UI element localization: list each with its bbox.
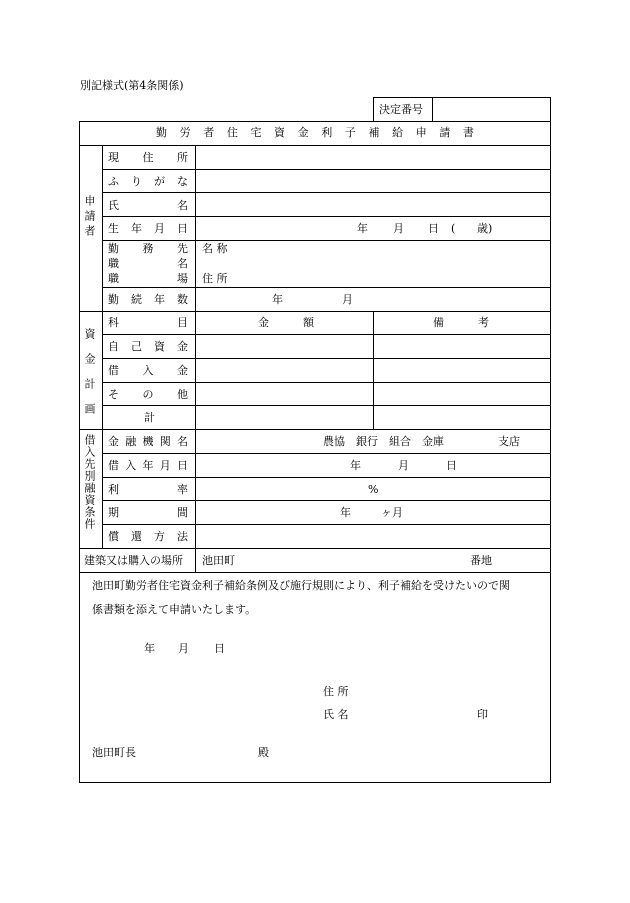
fund-loan-amount-field[interactable] xyxy=(197,360,371,380)
fund-side-label: 資金計画 xyxy=(83,328,96,428)
location-label: 建築又は購入の場所 xyxy=(84,554,183,567)
dob-age: 歳) xyxy=(477,222,493,235)
fund-other-note-field[interactable] xyxy=(375,384,548,404)
applicant-side-label: 申請者 xyxy=(83,195,96,240)
dob-month: 月 xyxy=(393,222,404,235)
fund-total-amount-field[interactable] xyxy=(197,407,371,427)
fund-total-label: 計 xyxy=(144,411,155,424)
form-title: 勤 労 者 住 宅 資 金 利 子 補 給 申 請 書 xyxy=(156,126,474,139)
loan-branch: 支店 xyxy=(498,435,520,448)
loan-term-label: 期 間 xyxy=(108,506,188,519)
statement-line1: 池田町勤労者住宅資金利子補給条例及び施行規則により、利子補給を受けたいので関 xyxy=(92,579,510,592)
honorific: 殿 xyxy=(258,746,269,759)
statement-date-month: 月 xyxy=(178,642,189,655)
tenure-field[interactable] xyxy=(197,289,548,309)
employer-address-label: 住 所 xyxy=(202,272,228,285)
name-label: 氏 名 xyxy=(108,199,188,212)
decision-number-label: 決定番号 xyxy=(379,103,423,116)
fund-col-amount: 金 額 xyxy=(258,316,314,329)
location-town: 池田町 xyxy=(202,554,235,567)
loan-date-year: 年 xyxy=(350,459,361,472)
statement-date-year: 年 xyxy=(144,642,155,655)
employer-name-label: 名 称 xyxy=(202,242,228,255)
loan-date-field[interactable] xyxy=(197,455,548,475)
dob-label: 生 年 月 日 xyxy=(108,222,188,235)
loan-rate-unit: % xyxy=(368,483,379,496)
fund-own-note-field[interactable] xyxy=(375,336,548,356)
statement-line2: 係書類を添えて申請いたします。 xyxy=(92,603,257,616)
loan-term-year: 年 xyxy=(340,506,351,519)
loan-date-day: 日 xyxy=(446,459,457,472)
name-field[interactable] xyxy=(197,194,548,214)
loan-method-label: 償 還 方 法 xyxy=(108,530,188,543)
furigana-field[interactable] xyxy=(197,171,548,191)
loan-institution-label: 金 融 機 関 名 xyxy=(108,435,188,448)
decision-number-field[interactable] xyxy=(434,99,548,119)
statement-date-day: 日 xyxy=(214,642,225,655)
location-lot: 番地 xyxy=(470,554,492,567)
dob-age-open: ( xyxy=(451,222,456,235)
tenure-year: 年 xyxy=(272,293,283,306)
statement-address-label: 住 所 xyxy=(323,685,349,698)
employer-label-line3: 職 場 xyxy=(108,272,188,285)
location-field[interactable] xyxy=(197,550,548,570)
loan-term-month: ヶ月 xyxy=(381,506,403,519)
dob-day: 日 xyxy=(428,222,439,235)
loan-rate-label: 利 率 xyxy=(108,483,188,496)
loan-term-field[interactable] xyxy=(197,502,548,522)
fund-total-note-field[interactable] xyxy=(375,407,548,427)
fund-loan-note-field[interactable] xyxy=(375,360,548,380)
addressee: 池田町長 xyxy=(92,746,136,759)
fund-loan-label: 借 入 金 xyxy=(108,364,188,377)
statement-address-field[interactable] xyxy=(365,683,545,699)
seal-mark: 印 xyxy=(477,708,488,721)
loan-date-month: 月 xyxy=(398,459,409,472)
employer-address-field[interactable] xyxy=(240,270,548,284)
form-reference: 別記様式(第4条関係) xyxy=(80,79,184,92)
loan-date-label: 借 入 年 月 日 xyxy=(108,459,188,472)
dob-year: 年 xyxy=(357,222,368,235)
employer-name-field[interactable] xyxy=(240,242,548,256)
fund-own-label: 自 己 資 金 xyxy=(108,340,188,353)
statement-name-label: 氏 名 xyxy=(323,708,349,721)
fund-col-item: 科 目 xyxy=(108,316,188,329)
address-field[interactable] xyxy=(197,147,548,167)
fund-col-note: 備 考 xyxy=(433,316,489,329)
loan-institution-types: 農協 銀行 組合 金庫 xyxy=(323,435,444,448)
tenure-month: 月 xyxy=(342,293,353,306)
fund-other-label: そ の 他 xyxy=(108,388,188,401)
statement-name-field[interactable] xyxy=(365,706,465,722)
address-label: 現 住 所 xyxy=(108,151,188,164)
furigana-label: ふ り が な xyxy=(108,175,188,188)
loan-method-field[interactable] xyxy=(197,526,548,546)
fund-own-amount-field[interactable] xyxy=(197,336,371,356)
tenure-label: 勤 続 年 数 xyxy=(108,293,188,306)
fund-other-amount-field[interactable] xyxy=(197,384,371,404)
dob-field[interactable] xyxy=(197,218,548,238)
employer-label-line1: 勤 務 先 xyxy=(108,242,188,255)
loan-side-label: 借入先別融資条件 xyxy=(83,434,96,530)
employer-label-line2: 職 名 xyxy=(108,257,188,270)
